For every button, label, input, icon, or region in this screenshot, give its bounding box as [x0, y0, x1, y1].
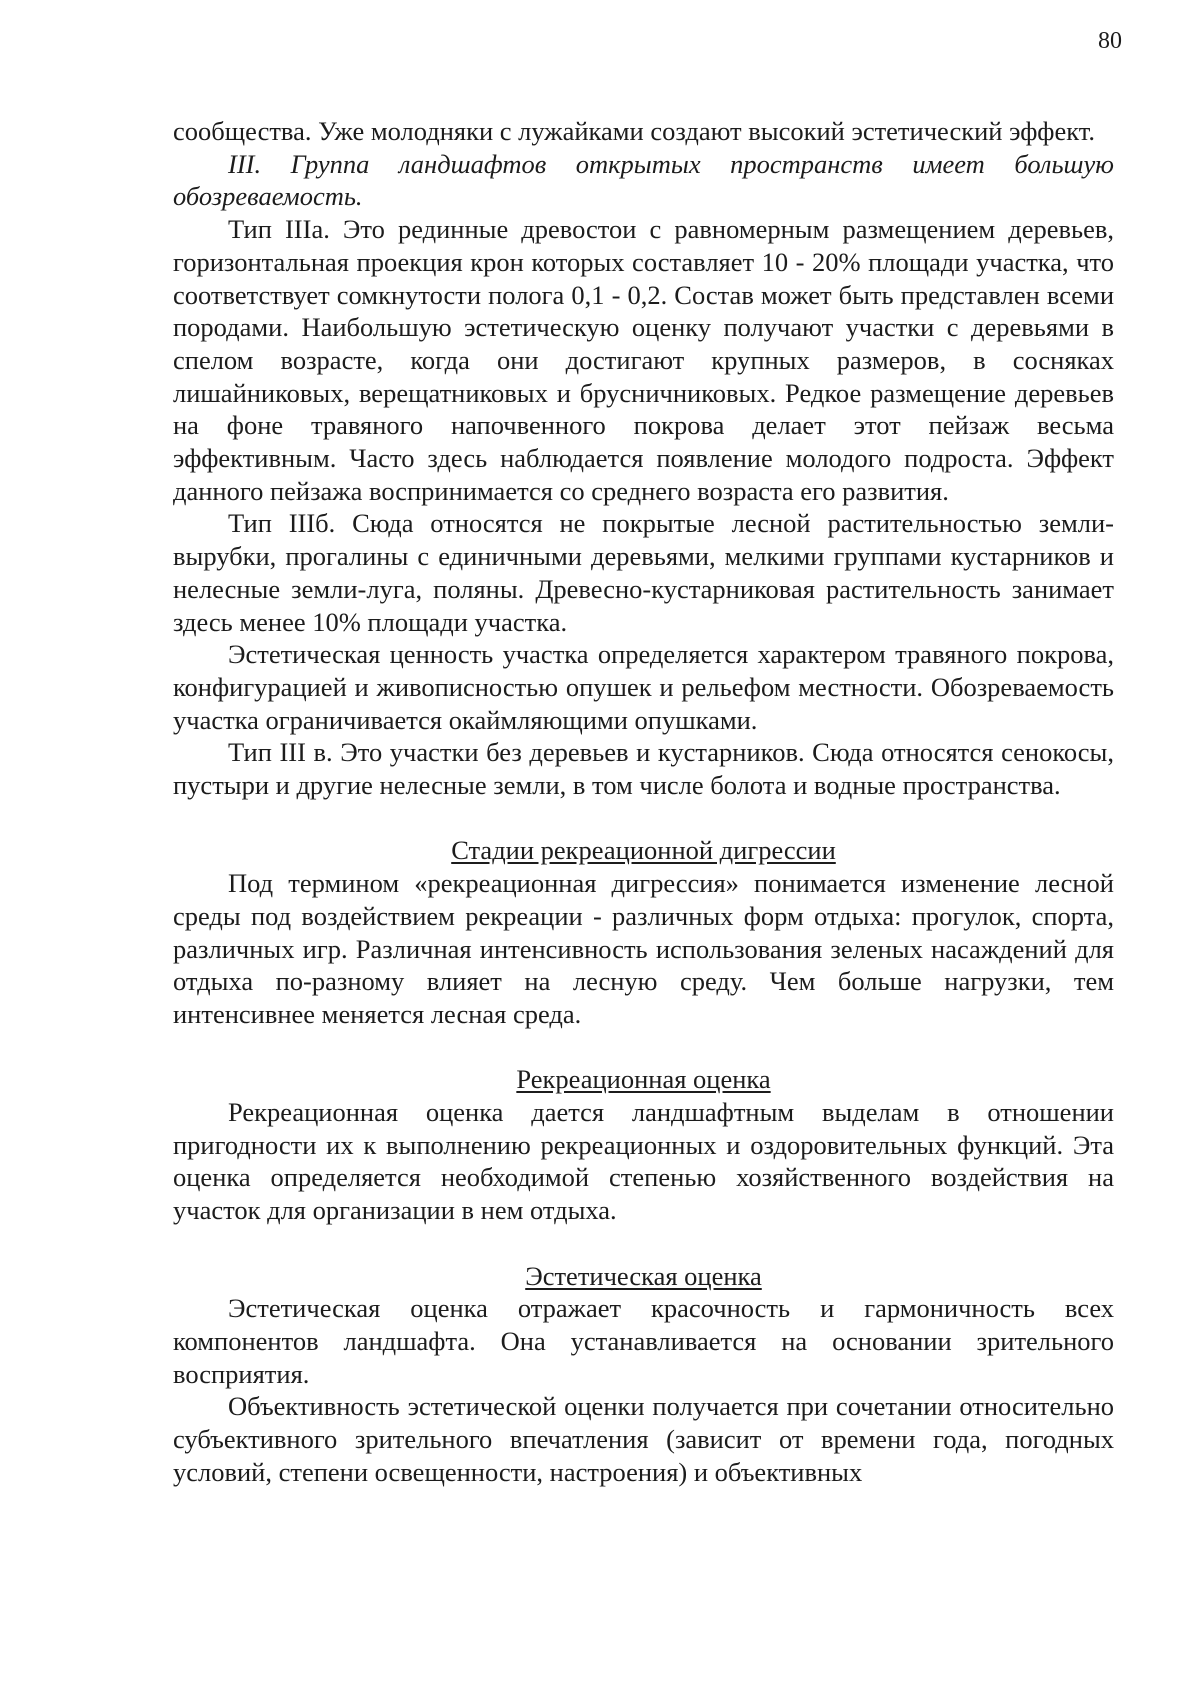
page-content [173, 115, 1114, 1488]
paragraph: Эстетическая ценность участка определяется характером травяного покрова, конфигурацией и живописностью опушек и рельефом местности. Обозреваемость участка ограничивается окаймляющими опушками. [173, 639, 1114, 735]
section-heading: Эстетическая оценка [525, 1260, 762, 1291]
paragraph: Рекреационная оценка дается ландшафтным выделам в отношении пригодности их к выполнению рекреационных и оздоровительных функций. Эта оценка определяется необходимой степенью хозяйственного воздействия на участок для организации в нем отдыха. [173, 1097, 1114, 1226]
paragraph: Тип III в. Это участки без деревьев и кустарников. Сюда относятся сенокосы, пустыри и другие нелесные земли, в том числе болота и водные пространства. [173, 737, 1114, 801]
paragraph: Тип IIIб. Сюда относятся не покрытые лесной растительностью земли-вырубки, прогалины с единичными деревьями, мелкими группами кустарников и нелесные земли-луга, поляны. Древесно-кустарниковая растительность занимает здесь менее 10% площади участка. [173, 508, 1114, 637]
section-spacer [173, 1227, 1114, 1260]
page-number: 80 [1098, 28, 1122, 54]
paragraph: Эстетическая оценка отражает красочность и гармоничность всех компонентов ландшафта. Она устанавливается на основании зрительного восприятия. [173, 1293, 1114, 1389]
section-heading: Рекреационная оценка [516, 1064, 771, 1095]
section-spacer [173, 802, 1114, 835]
paragraph: Тип IIIа. Это рединные древостои с равномерным размещением деревьев, горизонтальная проекция крон которых составляет 10 - 20% площади участка, что соответствует сомкнутости полога 0,1 - 0,2. Состав может быть представлен всеми породами. Наибольшую эстетическую оценку получают участки с деревьями в спелом возрасте, когда они достигают крупных размеров, в сосняках лишайниковых, верещатниковых и брусничниковых. Редкое размещение деревьев на фоне травяного напочвенного покрова делает этот пейзаж весьма эффективным. Часто здесь наблюдается появление молодого подроста. Эффект данного пейзажа воспринимается со среднего возраста его развития. [173, 214, 1114, 506]
paragraph: Объективность эстетической оценки получается при сочетании относительно субъективного зрительного впечатления (зависит от времени года, погодных условий, степени освещенности, настроения) и объективных [173, 1391, 1114, 1487]
paragraph: сообщества. Уже молодняки с лужайками создают высокий эстетический эффект. [173, 116, 1095, 146]
paragraph: III. Группа ландшафтов открытых пространств имеет большую обозреваемость. [173, 148, 1114, 212]
section-spacer [173, 1031, 1114, 1064]
section-heading: Стадии рекреационной дигрессии [451, 835, 836, 866]
paragraph: Под термином «рекреационная дигрессия» понимается изменение лесной среды под воздействием рекреации - различных форм отдыха: прогулок, спорта, различных игр. Различная интенсивность использования зеленых насаждений для отдыха по-разному влияет на лесную среду. Чем больше нагрузки, тем интенсивнее меняется лесная среда. [173, 868, 1114, 1029]
